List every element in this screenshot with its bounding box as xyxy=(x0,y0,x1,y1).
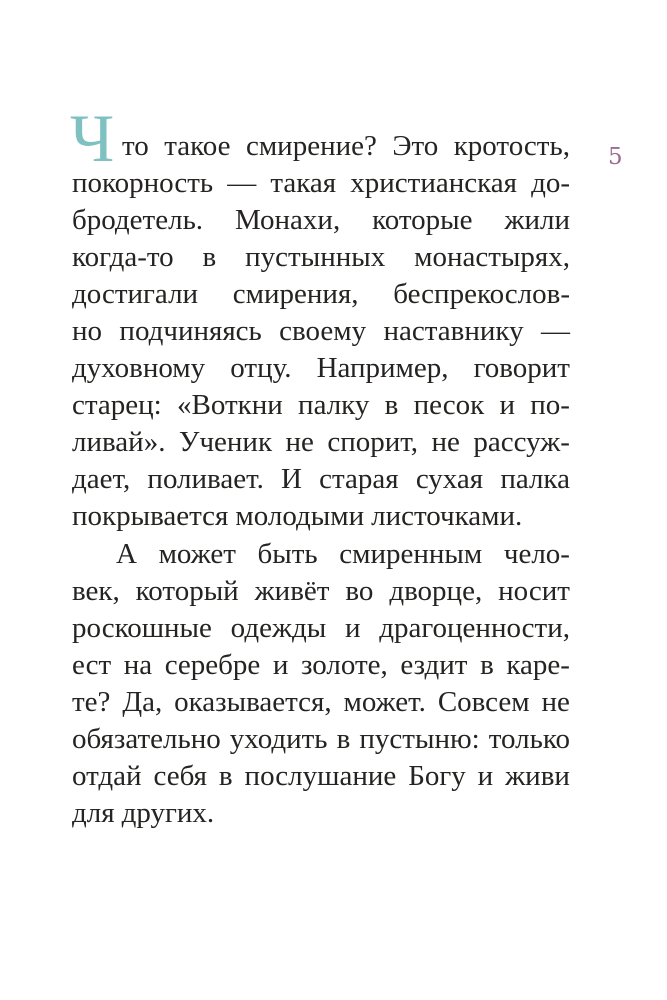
word: Богу xyxy=(408,760,466,792)
text-line xyxy=(72,313,570,350)
text-line xyxy=(72,795,570,832)
word: не xyxy=(541,686,570,718)
word: не xyxy=(431,426,460,458)
word: беспрекослов- xyxy=(393,278,570,310)
word: быть xyxy=(257,538,318,570)
text-line xyxy=(72,647,570,684)
word: может. xyxy=(343,686,426,718)
word: золоте, xyxy=(301,649,388,681)
word: каре- xyxy=(506,649,570,681)
word: который xyxy=(135,575,239,607)
text-line xyxy=(72,721,570,758)
word: по- xyxy=(530,389,570,421)
word: то xyxy=(122,130,149,162)
body-text xyxy=(70,100,570,832)
drop-cap: Ч xyxy=(70,100,115,176)
text-line xyxy=(72,424,570,461)
word: век, xyxy=(72,575,120,607)
word: спорит, xyxy=(327,426,419,458)
word: Например, xyxy=(316,352,449,384)
word: и xyxy=(499,389,515,421)
word: А xyxy=(116,538,137,570)
word: монастырях, xyxy=(414,241,570,273)
word: себя xyxy=(153,760,207,792)
word: уходить xyxy=(229,723,328,755)
text-line xyxy=(72,202,570,239)
word: во xyxy=(345,575,374,607)
word: роскошные xyxy=(72,612,212,644)
word: кротость, xyxy=(453,130,570,162)
word: смиренным xyxy=(339,538,483,570)
word: пустынных xyxy=(245,241,386,273)
text-line xyxy=(72,573,570,610)
word: смирение? xyxy=(245,130,377,162)
text-line xyxy=(72,498,570,535)
word: живёт xyxy=(254,575,330,607)
word: достигали xyxy=(72,278,199,310)
word: Это xyxy=(392,130,439,162)
word: дворце, xyxy=(389,575,483,607)
word: молодыми xyxy=(235,500,365,532)
word: в xyxy=(336,723,351,755)
word: других. xyxy=(121,797,215,829)
word: поливает. xyxy=(147,463,264,495)
word: в xyxy=(384,389,399,421)
word: только xyxy=(488,723,570,755)
word: ливай». xyxy=(72,426,166,458)
word: в xyxy=(480,649,494,681)
word: чело- xyxy=(503,538,570,570)
word: в xyxy=(202,241,217,273)
page-number: 5 xyxy=(608,144,623,170)
word: такое xyxy=(164,130,231,162)
word: когда-то xyxy=(72,241,174,273)
word: наставнику xyxy=(383,315,524,347)
word: до- xyxy=(531,167,570,199)
word: носит xyxy=(498,575,570,607)
word: одежды xyxy=(230,612,327,644)
word: Да, xyxy=(122,686,163,718)
word: духовному xyxy=(72,352,206,384)
word: дает, xyxy=(72,463,131,495)
word: пустыню: xyxy=(359,723,480,755)
text-line xyxy=(72,239,570,276)
text-line xyxy=(70,100,570,176)
word: сухая xyxy=(415,463,484,495)
word: такая xyxy=(270,167,337,199)
text-line xyxy=(72,684,570,721)
word: песок xyxy=(413,389,485,421)
word: смирения, xyxy=(232,278,359,310)
word: жили xyxy=(504,204,570,236)
word: но xyxy=(72,315,103,347)
word: «Воткни xyxy=(177,389,283,421)
word: подчиняясь xyxy=(119,315,262,347)
word: оказывается, xyxy=(174,686,332,718)
word: Совсем xyxy=(437,686,530,718)
word: старая xyxy=(319,463,399,495)
word: И xyxy=(281,463,302,495)
word: бродетель. xyxy=(72,204,204,236)
word: палка xyxy=(500,463,570,495)
word: Ученик xyxy=(178,426,273,458)
word: не xyxy=(285,426,314,458)
word: говорит xyxy=(473,352,570,384)
word: отдай xyxy=(72,760,142,792)
word: на xyxy=(123,649,153,681)
text-line xyxy=(72,758,570,795)
word: листочками. xyxy=(371,500,523,532)
word: в xyxy=(218,760,233,792)
text-line xyxy=(72,387,570,424)
word: рассуж- xyxy=(473,426,570,458)
word: обязательно xyxy=(72,723,221,755)
word: старец: xyxy=(72,389,162,421)
word: покорность xyxy=(72,167,214,199)
word: своему xyxy=(279,315,367,347)
word: палку xyxy=(298,389,370,421)
first-line-words xyxy=(122,128,570,165)
word: — xyxy=(227,167,257,199)
word: для xyxy=(72,797,115,829)
word: христианская xyxy=(350,167,517,199)
word: Монахи, xyxy=(234,204,341,236)
word: ест xyxy=(72,649,112,681)
word: и xyxy=(344,612,361,644)
word: — xyxy=(540,315,570,347)
text-line xyxy=(72,276,570,313)
word: покрывается xyxy=(72,500,229,532)
word: и xyxy=(477,760,494,792)
word: послушание xyxy=(244,760,397,792)
word: которые xyxy=(372,204,473,236)
word: отцу. xyxy=(230,352,292,384)
word: может xyxy=(158,538,236,570)
word: ездит xyxy=(400,649,468,681)
text-line xyxy=(72,165,570,202)
word: живи xyxy=(505,760,570,792)
word: те? xyxy=(72,686,111,718)
word: серебре xyxy=(164,649,261,681)
text-line xyxy=(72,610,570,647)
word: и xyxy=(272,649,289,681)
word: драгоценности, xyxy=(379,612,570,644)
text-line xyxy=(72,350,570,387)
text-line xyxy=(72,536,570,573)
text-line xyxy=(72,461,570,498)
